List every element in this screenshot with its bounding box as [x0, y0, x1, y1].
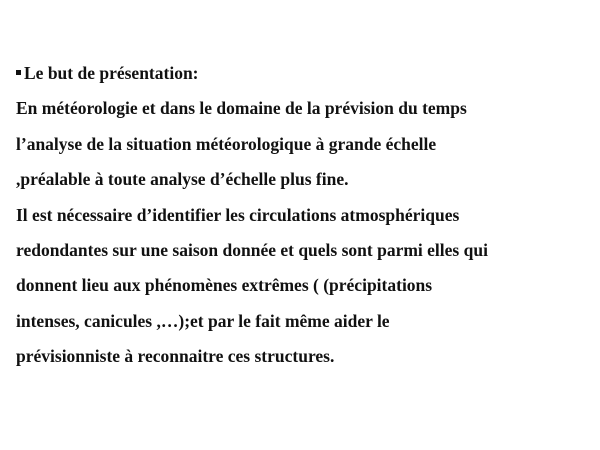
paragraph-line: donnent lieu aux phénomènes extrêmes ( (précipitations — [16, 275, 433, 296]
paragraph-line: prévisionniste à reconnaitre ces structures. — [16, 346, 335, 367]
heading-text: Le but de présentation: — [24, 63, 199, 83]
paragraph-line: ,préalable à toute analyse d’échelle plus fine. — [16, 169, 349, 190]
paragraph-line: redondantes sur une saison donnée et quels sont parmi elles qui — [16, 239, 488, 260]
paragraph-line: En météorologie et dans le domaine de la prévision du temps — [16, 98, 467, 119]
slide-heading — [16, 56, 596, 91]
slide-text-block — [16, 56, 596, 375]
paragraph-line: Il est nécessaire d’identifier les circulations atmosphériques — [16, 204, 460, 225]
square-bullet-icon — [16, 70, 21, 75]
paragraph-line: l’analyse de la situation météorologique à grande échelle — [16, 133, 437, 154]
paragraph-line: intenses, canicules ,…);et par le fait même aider le — [16, 310, 390, 331]
